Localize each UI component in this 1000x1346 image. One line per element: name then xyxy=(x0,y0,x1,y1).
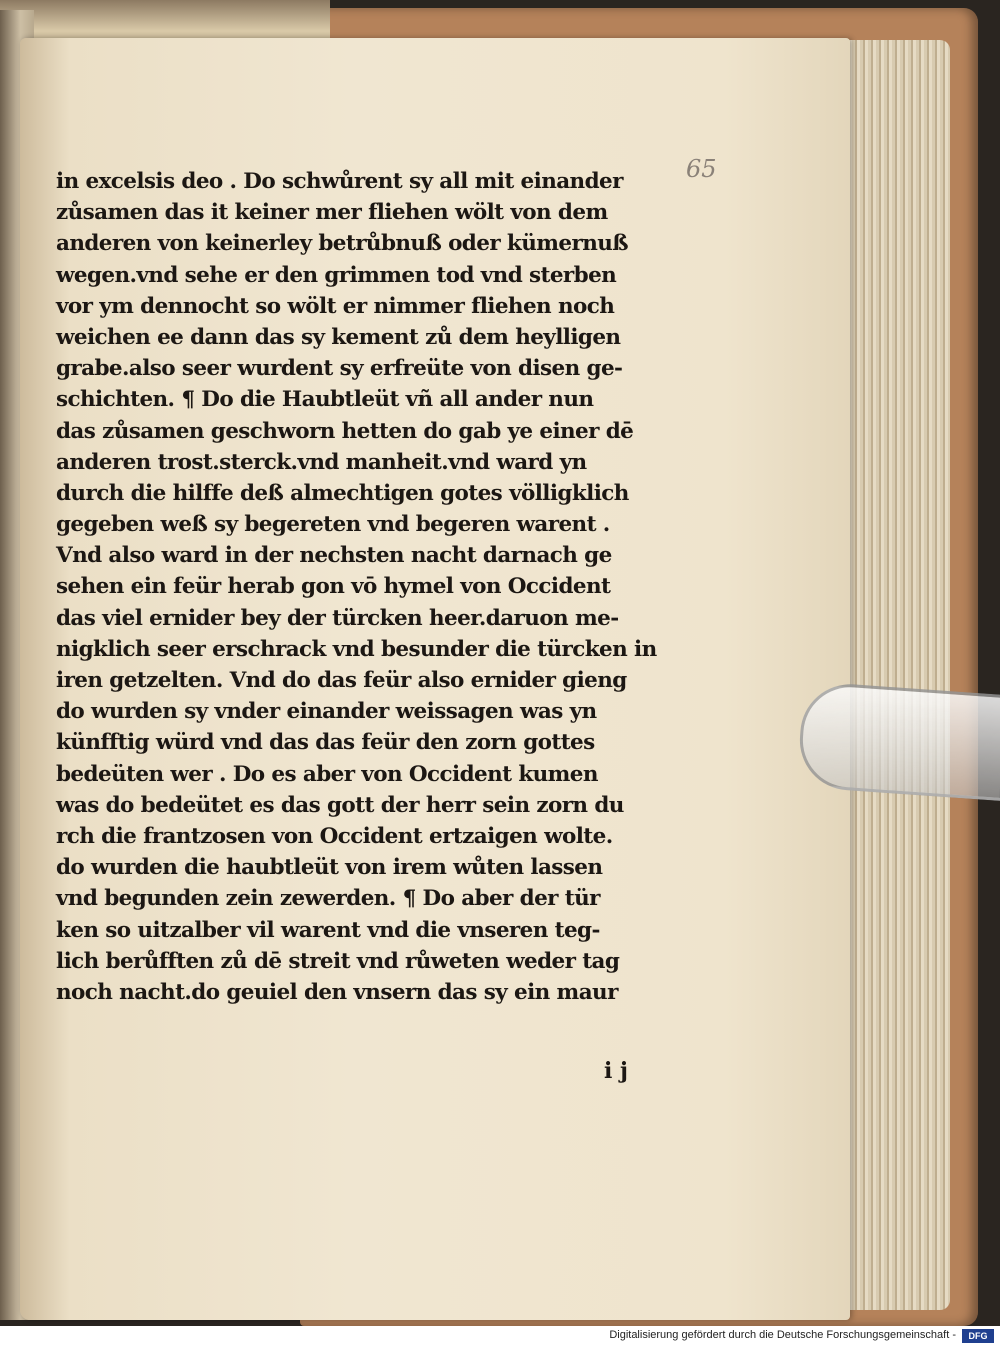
text-line: lich berůfften zů dē streit vnd růweten weder tag xyxy=(56,948,620,974)
page-holder-clip xyxy=(797,681,1000,801)
text-line: vnd begunden zein zewerden. ¶ Do aber der tür xyxy=(56,886,600,912)
text-line: das zůsamen geschworn hetten do gab ye einer dē xyxy=(56,418,634,444)
footer-credit: Digitalisierung gefördert durch die Deutsche Forschungsgemeinschaft - xyxy=(609,1329,956,1341)
text-line: sehen ein feür herab gon vō hymel von Occident xyxy=(56,574,611,600)
dfg-logo: DFG xyxy=(962,1329,994,1343)
text-line: vor ym dennocht so wölt er nimmer fliehen noch xyxy=(56,293,615,319)
text-line: Vnd also ward in der nechsten nacht darnach ge xyxy=(56,543,612,569)
text-line: in excelsis deo . Do schwůrent sy all mit einander xyxy=(56,169,623,194)
text-line: do wurden die haubtleüt von irem wůten lassen xyxy=(56,855,603,881)
text-line: weichen ee dann das sy kement zů dem heylligen xyxy=(56,324,621,350)
text-line: durch die hilffe deß almechtigen gotes völligklich xyxy=(56,480,629,506)
text-line: do wurden sy vnder einander weissagen was yn xyxy=(56,699,597,725)
footer-bar xyxy=(0,1326,1000,1346)
text-line: bedeüten wer . Do es aber von Occident kumen xyxy=(56,761,598,787)
text-line: rch die frantzosen von Occident ertzaigen wolte. xyxy=(56,823,613,849)
text-line: künfftig würd vnd das das feür den zorn gottes xyxy=(56,730,595,756)
signature-mark: i j xyxy=(604,1058,628,1084)
text-line: anderen trost.sterck.vnd manheit.vnd ward yn xyxy=(56,449,587,475)
folio-number: 65 xyxy=(686,155,717,183)
text-line: was do bedeütet es das gott der herr sein zorn du xyxy=(56,792,624,818)
text-line: grabe.also seer wurdent sy erfreüte von disen ge- xyxy=(56,356,623,382)
text-block xyxy=(56,166,657,1008)
text-line: zůsamen das it keiner mer fliehen wölt von dem xyxy=(56,200,608,226)
text-line: ken so uitzalber vil warent vnd die vnseren teg- xyxy=(56,917,600,943)
text-line: nigklich seer erschrack vnd besunder die türcken in xyxy=(56,636,657,662)
text-line: wegen.vnd sehe er den grimmen tod vnd sterben xyxy=(56,262,617,288)
text-line: schichten. ¶ Do die Haubtleüt vñ all ander nun xyxy=(56,387,594,413)
text-line: gegeben weß sy begereten vnd begeren warent . xyxy=(56,512,610,538)
text-line: anderen von keinerley betrůbnuß oder kümernuß xyxy=(56,231,629,257)
text-line: iren getzelten. Vnd do das feür also ernider gieng xyxy=(56,668,627,693)
text-line: das viel ernider bey der türcken heer.daruon me- xyxy=(56,605,619,631)
text-line: noch nacht.do geuiel den vnsern das sy ein maur xyxy=(56,979,618,1005)
